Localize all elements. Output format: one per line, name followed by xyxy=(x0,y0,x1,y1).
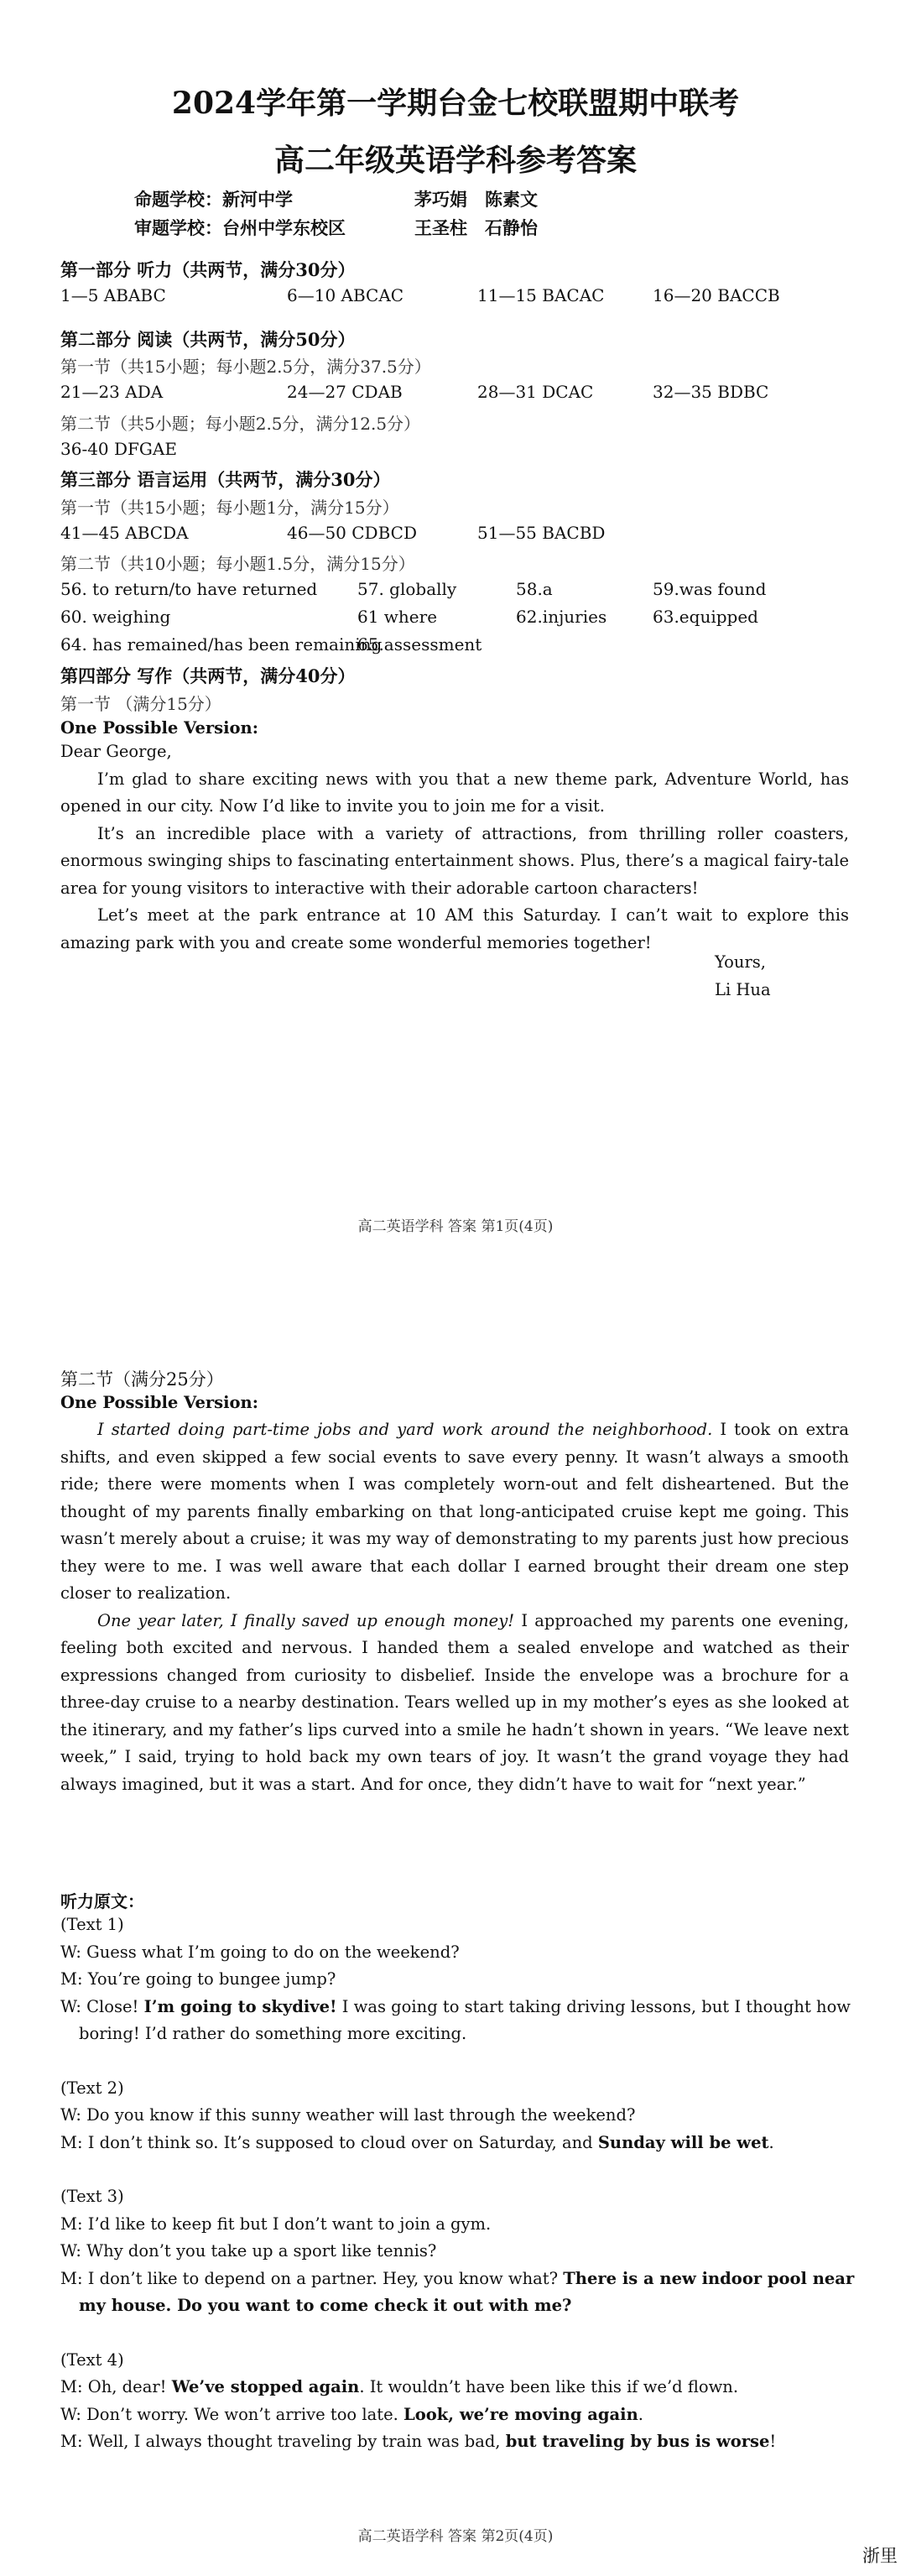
answer-group: 1—5 ABABC xyxy=(60,285,166,305)
text-label: (Text 1) xyxy=(60,1915,124,1934)
answer-page-2 xyxy=(0,1343,911,2576)
page-title-line2: 高二年级英语学科参考答案 xyxy=(273,143,637,178)
answer-group: 36-40 DFGAE xyxy=(60,439,177,459)
key-phrase: We’ve stopped again xyxy=(171,2377,360,2396)
part2-sec1-desc: 第一节（共15小题；每小题2.5分，满分37.5分） xyxy=(60,357,431,377)
key-phrase: I’m going to skydive! xyxy=(143,1996,337,2016)
line-text: I was going to start taking driving lessons, but I thought how boring! I’d rather do something more exciting. xyxy=(79,1996,851,2043)
story-paragraph-2 xyxy=(60,1608,849,1799)
dialogue-line: W: Do you know if this sunny weather will last through the weekend? xyxy=(60,2105,636,2125)
blank-answer: 60. weighing xyxy=(60,607,171,627)
story-body xyxy=(60,1416,849,1798)
letter-greeting: Dear George, xyxy=(60,742,172,761)
answer-group: 32—35 BDBC xyxy=(653,382,769,402)
dialogue-line: M: You’re going to bungee jump? xyxy=(60,1969,336,1989)
line-text: M: Oh, dear! xyxy=(60,2377,172,2396)
part4-sec2-desc: 第二节（满分25分） xyxy=(60,1369,224,1390)
page-footer: 高二英语学科 答案 第2页(4页) xyxy=(357,2528,554,2545)
letter-signature: Li Hua xyxy=(715,980,771,999)
part1-heading: 第一部分 听力（共两节，满分30分） xyxy=(60,259,356,280)
text-label: (Text 3) xyxy=(60,2187,124,2206)
part3-sec1-desc: 第一节（共15小题；每小题1分，满分15分） xyxy=(60,498,399,518)
dialogue-line: M: I’d like to keep fit but I don’t want to join a gym. xyxy=(60,2214,492,2234)
line-text: M: I don’t think so. It’s supposed to cloud over on Saturday, and xyxy=(60,2132,598,2152)
listening-heading: 听力原文： xyxy=(60,1891,144,1911)
answer-group: 11—15 BACAC xyxy=(477,285,605,305)
part2-sec2-desc: 第二节（共5小题；每小题2.5分，满分12.5分） xyxy=(60,414,421,434)
version-label: One Possible Version: xyxy=(60,718,258,738)
answer-group: 21—23 ADA xyxy=(60,382,164,402)
line-text: . It wouldn’t have been like this if we’d flown. xyxy=(359,2377,739,2396)
blank-answer: 64. has remained/has been remaining xyxy=(60,634,383,654)
line-text: . xyxy=(768,2132,774,2152)
answer-group: 28—31 DCAC xyxy=(477,382,594,402)
dialogue-line xyxy=(60,2428,866,2456)
answer-page-1 xyxy=(0,0,911,1259)
blank-answer: 65.assessment xyxy=(357,634,482,654)
blank-answer: 57. globally xyxy=(357,579,457,599)
reviewer-names: 王圣柱 石静怡 xyxy=(414,217,538,238)
letter-paragraph: Let’s meet at the park entrance at 10 AM this Saturday. I can’t wait to explore this amazing park with you and create some wonderful memories together! xyxy=(60,905,849,952)
answer-group: 16—20 BACCB xyxy=(653,285,780,305)
key-phrase: There is a new indoor pool near my house. Do you want to come check it out with me? xyxy=(79,2268,855,2315)
line-text: . xyxy=(638,2404,643,2424)
blank-answer: 61 where xyxy=(357,607,438,627)
answer-group: 6—10 ABCAC xyxy=(287,285,404,305)
letter-paragraph: It’s an incredible place with a variety of attractions, from thrilling roller coasters, enormous swinging ships to fascinating entertainment shows. Plus, there’s a magical fairy-tale area for young visitors to interactive with their adorable cartoon characters! xyxy=(60,823,849,898)
line-text: W: Close! xyxy=(60,1996,144,2016)
reviewer-label: 审题学校：台州中学东校区 xyxy=(134,217,346,238)
part2-heading: 第二部分 阅读（共两节，满分50分） xyxy=(60,329,356,350)
blank-answer: 63.equipped xyxy=(653,607,758,627)
text-label: (Text 4) xyxy=(60,2349,124,2370)
key-phrase: Look, we’re moving again xyxy=(403,2404,638,2424)
letter-closing: Yours, xyxy=(715,952,767,972)
dialogue-line xyxy=(60,2401,866,2429)
text-label: (Text 2) xyxy=(60,2078,124,2098)
line-text: M: Well, I always thought traveling by train was bad, xyxy=(60,2432,506,2451)
answer-group: 24—27 CDAB xyxy=(287,382,403,402)
line-text: M: I don’t like to depend on a partner. Hey, you know what? xyxy=(60,2268,564,2288)
proposer-names: 茅巧娟 陈素文 xyxy=(414,189,538,210)
blank-answer: 62.injuries xyxy=(516,607,607,627)
letter-paragraph: I’m glad to share exciting news with you that a new theme park, Adventure World, has opened in our city. Now I’d like to invite you to join me for a visit. xyxy=(60,769,849,816)
proposer-label: 命题学校：新河中学 xyxy=(134,189,293,210)
story-version-label: One Possible Version: xyxy=(60,1393,258,1412)
part3-sec2-desc: 第二节（共10小题；每小题1.5分，满分15分） xyxy=(60,554,415,574)
dialogue-line xyxy=(60,2374,866,2401)
blank-answer: 56. to return/to have returned xyxy=(60,579,318,599)
line-text: ! xyxy=(769,2432,777,2451)
story-lead-sentence: One year later, I finally saved up enough money! xyxy=(97,1610,515,1630)
story-text: I approached my parents one evening, feeling both excited and nervous. I handed them a sealed envelope and watched as their expressions changed from curiosity to disbelief. Inside the envelope was a brochure for a three-day cruise to a nearby destination. Tears welled up in my mother’s eyes as she looked at the itinerary, and my father’s lips curved into a smile he hadn’t shown in years. “We leave next week,” I said, trying to hold back my own tears of joy. It wasn’t the grand voyage they had always imagined, but it was a start. And for once, they didn’t have to wait for “next year.” xyxy=(60,1610,849,1794)
listening-transcript xyxy=(60,1911,866,2456)
key-phrase: Sunday will be wet xyxy=(597,2132,769,2152)
dialogue-line xyxy=(60,2130,866,2157)
dialogue-line: W: Why don’t you take up a sport like tennis? xyxy=(60,2241,437,2261)
story-paragraph-1 xyxy=(60,1416,849,1608)
corner-watermark: 浙里 xyxy=(862,2546,898,2566)
answer-group: 46—50 CDBCD xyxy=(287,523,417,543)
page-title-line1: 2024学年第一学期台金七校联盟期中联考 xyxy=(171,86,740,121)
part4-sec1-desc: 第一节 （满分15分） xyxy=(60,694,221,714)
dialogue-line xyxy=(60,2266,866,2320)
story-lead-sentence: I started doing part-time jobs and yard work around the neighborhood. xyxy=(97,1420,713,1439)
answer-group: 41—45 ABCDA xyxy=(60,523,189,543)
blank-answer: 59.was found xyxy=(653,579,767,599)
page-footer: 高二英语学科 答案 第1页(4页) xyxy=(357,1218,554,1235)
dialogue-line: W: Guess what I’m going to do on the weekend? xyxy=(60,1942,460,1962)
story-text: I took on extra shifts, and even skipped a few social events to save every penny. It wasn’t always a smooth ride; there were moments when I was completely worn-out and felt disheartened. But the thought of my parents finally embarking on that long-anticipated cruise kept me going. This wasn’t merely about a cruise; it was my way of demonstrating to my parents just how precious they were to me. I was well aware that each dollar I earned brought their dream one step closer to realization. xyxy=(60,1420,849,1603)
answer-group: 51—55 BACBD xyxy=(477,523,606,543)
dialogue-line xyxy=(60,1994,866,2048)
letter-body xyxy=(60,738,849,957)
part3-heading: 第三部分 语言运用（共两节，满分30分） xyxy=(60,469,391,490)
blank-answer: 58.a xyxy=(516,579,553,599)
line-text: W: Don’t worry. We won’t arrive too late. xyxy=(60,2404,404,2424)
key-phrase: but traveling by bus is worse xyxy=(505,2432,770,2451)
part4-heading: 第四部分 写作（共两节，满分40分） xyxy=(60,665,356,686)
